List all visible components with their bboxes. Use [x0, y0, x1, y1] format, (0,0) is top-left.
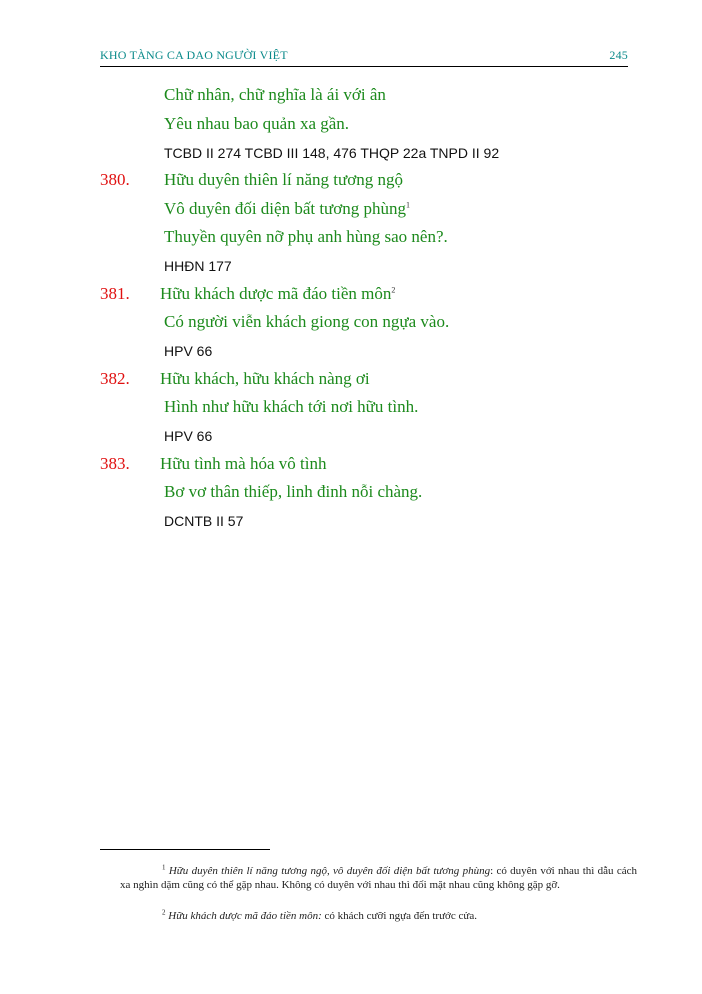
- verse-number: 382.: [100, 369, 130, 388]
- verse-line: Hữu tình mà hóa vô tình: [160, 454, 327, 473]
- verse-line: Chữ nhân, chữ nghĩa là ái với ân: [164, 85, 386, 104]
- footnote-ref[interactable]: 1: [406, 200, 411, 210]
- verse-source: HPV 66: [164, 343, 213, 359]
- verse-line: Hữu khách, hữu khách nàng ơi: [160, 369, 370, 388]
- footnote-ref[interactable]: 2: [391, 285, 396, 295]
- verse-line: Có người viễn khách giong con ngựa vào.: [164, 312, 450, 331]
- verse-line: Hữu duyên thiên lí năng tương ngộ: [164, 170, 403, 189]
- verse-line: Hình như hữu khách tới nơi hữu tình.: [164, 397, 419, 416]
- verse-number: 380.: [100, 170, 130, 189]
- verse-number: 381.: [100, 284, 130, 303]
- verse-source: HHĐN 177: [164, 258, 232, 274]
- verse-line: Thuyền quyên nỡ phụ anh hùng sao nên?.: [164, 227, 448, 246]
- footnote-term: Hữu duyên thiên lí năng tương ngộ, vô duyên đối diện bất tương phùng: [168, 865, 491, 877]
- footnote-term: Hữu khách dược mã đáo tiền môn:: [168, 910, 322, 922]
- verse-source: DCNTB II 57: [164, 513, 244, 529]
- verse-line: [164, 199, 410, 219]
- verse-line: Bơ vơ thân thiếp, linh đinh nỗi chàng.: [164, 482, 423, 501]
- verse-text: Vô duyên đối diện bất tương phùng: [164, 199, 407, 218]
- book-title: KHO TÀNG CA DAO NGƯỜI VIỆT: [100, 48, 288, 62]
- footnote-divider: [100, 849, 270, 850]
- footnote-mark: 2: [162, 908, 166, 917]
- verse-line: [160, 284, 395, 304]
- footnote-text: có khách cưỡi ngựa đến trước cửa.: [321, 910, 477, 922]
- footnote-text: : có duyên với nhau thì dẫu cách xa nghìn dặm cũng có thể gặp nhau. Không có duyên với nhau thì đối mặt nhau cũng không gặp gỡ.: [120, 865, 638, 891]
- verse-number: 383.: [100, 454, 130, 473]
- running-header: [100, 48, 628, 67]
- footnote-mark: 1: [162, 863, 166, 872]
- verse-source: TCBD II 274 TCBD III 148, 476 THQP 22a TNPD II 92: [164, 145, 500, 161]
- footnote-2: [120, 909, 637, 923]
- verse-line: Yêu nhau bao quản xa gần.: [164, 114, 350, 133]
- footnote-1: [120, 864, 637, 892]
- verse-text: Hữu khách dược mã đáo tiền môn: [160, 284, 392, 303]
- verse-source: HPV 66: [164, 428, 213, 444]
- page-number: 245: [609, 48, 628, 62]
